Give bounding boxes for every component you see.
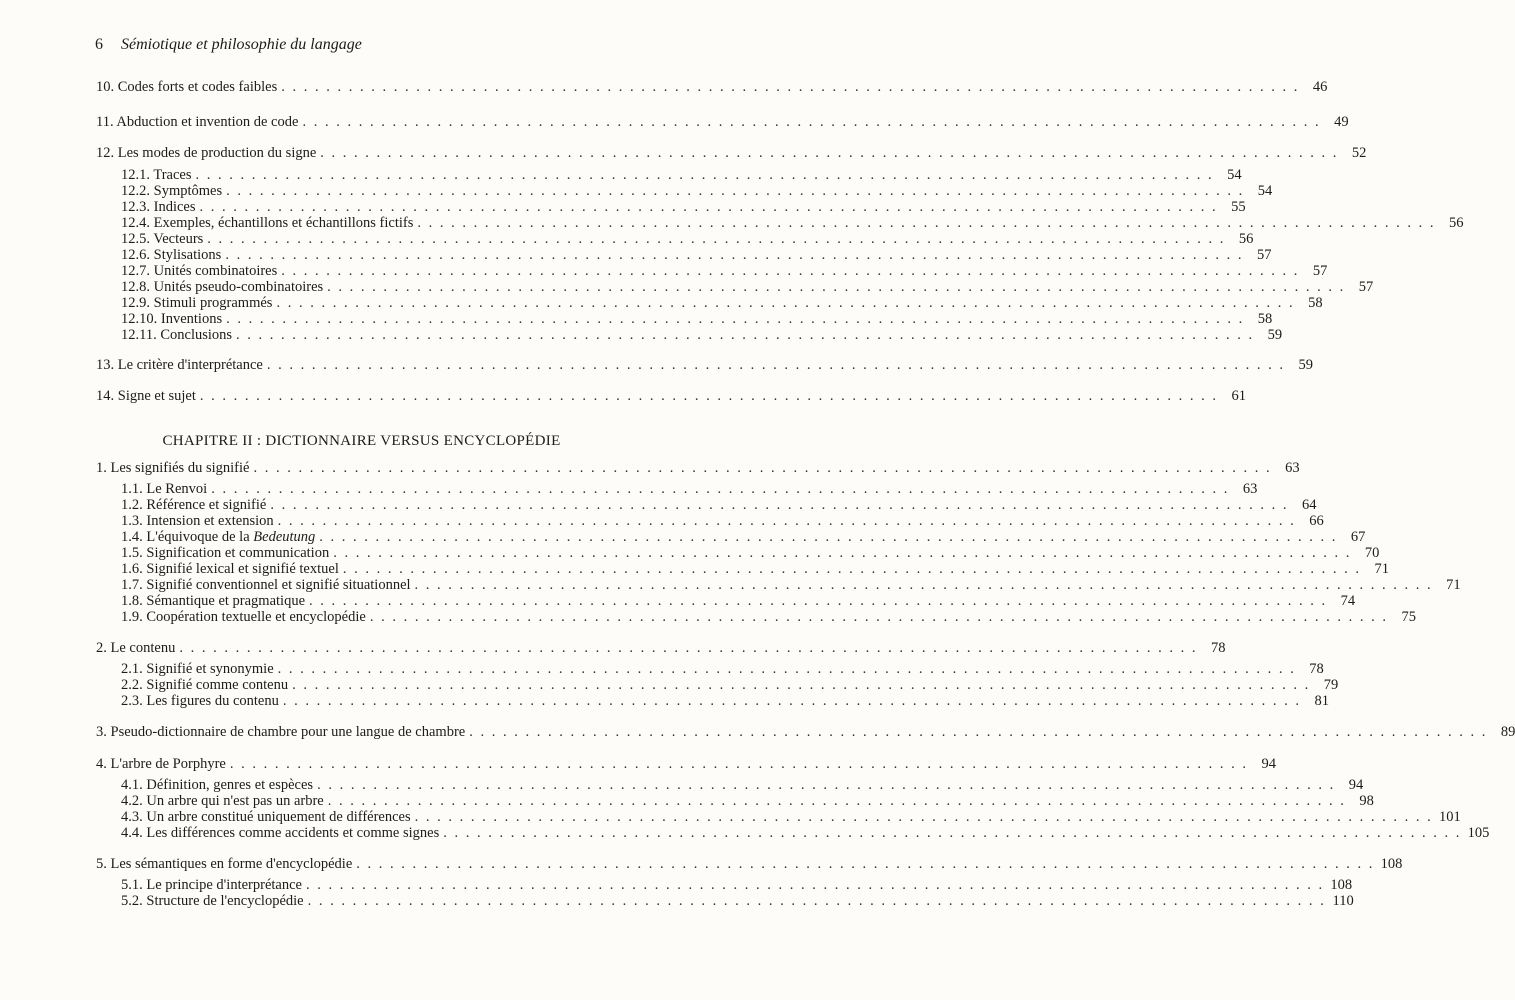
toc-subentry (121, 893, 1354, 913)
dot-leader: . . . . . . . . . . . . . . . . . . . . . . . . . . . . . . . . . . . . . . . . . . . . . . . . . . . . . . . . . . . . . . . . . . . . . . . . . . . . . . . . . . . . . . . . . . . (276, 295, 1295, 311)
chapter-heading: CHAPITRE II : DICTIONNAIRE VERSUS ENCYCLOPÉDIE (162, 433, 561, 449)
toc-page-number: 74 (1340, 593, 1356, 609)
toc-entry (96, 756, 1276, 776)
toc-entry-number: 10. (96, 79, 115, 95)
toc-page-number: 94 (1348, 777, 1364, 793)
dot-leader: . . . . . . . . . . . . . . . . . . . . . . . . . . . . . . . . . . . . . . . . . . . . . . . . . . . . . . . . . . . . . . . . . . . . . . . . . . . . . . . . . . . . . . . . . . . (309, 593, 1328, 609)
dot-leader: . . . . . . . . . . . . . . . . . . . . . . . . . . . . . . . . . . . . . . . . . . . . . . . . . . . . . . . . . . . . . . . . . . . . . . . . . . . . . . . . . . . . . . . . . . . (226, 311, 1245, 327)
toc-page-number: 59 (1267, 327, 1283, 343)
toc-page-number: 78 (1210, 640, 1226, 656)
dot-leader: . . . . . . . . . . . . . . . . . . . . . . . . . . . . . . . . . . . . . . . . . . . . . . . . . . . . . . . . . . . . . . . . . . . . . . . . . . . . . . . . . . . . . . . . . . . (207, 231, 1226, 247)
dot-leader: . . . . . . . . . . . . . . . . . . . . . . . . . . . . . . . . . . . . . . . . . . . . . . . . . . . . . . . . . . . . . . . . . . . . . . . . . . . . . . . . . . . . . . . . . . . (417, 215, 1436, 231)
toc-entry-title: Les figures du contenu (146, 693, 279, 709)
dot-leader: . . . . . . . . . . . . . . . . . . . . . . . . . . . . . . . . . . . . . . . . . . . . . . . . . . . . . . . . . . . . . . . . . . . . . . . . . . . . . . . . . . . . . . . . . . . (320, 145, 1339, 161)
toc-entry-label (121, 877, 302, 894)
toc-entry-title: Pseudo-dictionnaire de chambre pour une langue de chambre (110, 724, 466, 740)
toc-entry-number: 1.2. (121, 497, 143, 513)
dot-leader: . . . . . . . . . . . . . . . . . . . . . . . . . . . . . . . . . . . . . . . . . . . . . . . . . . . . . . . . . . . . . . . . . . . . . . . . . . . . . . . . . . . . . . . . . . . (281, 79, 1300, 95)
toc-entry-number: 1.5. (121, 545, 143, 561)
toc-entry-number: 12.8. (121, 279, 150, 295)
toc-entry-title: Symptômes (153, 183, 223, 199)
toc-entry-title: Les modes de production du signe (117, 145, 317, 161)
dot-leader: . . . . . . . . . . . . . . . . . . . . . . . . . . . . . . . . . . . . . . . . . . . . . . . . . . . . . . . . . . . . . . . . . . . . . . . . . . . . . . . . . . . . . . . . . . . (211, 481, 1230, 497)
dot-leader: . . . . . . . . . . . . . . . . . . . . . . . . . . . . . . . . . . . . . . . . . . . . . . . . . . . . . . . . . . . . . . . . . . . . . . . . . . . . . . . . . . . . . . . . . . . (266, 357, 1285, 373)
toc-entry-label (121, 793, 324, 810)
dot-leader: . . . . . . . . . . . . . . . . . . . . . . . . . . . . . . . . . . . . . . . . . . . . . . . . . . . . . . . . . . . . . . . . . . . . . . . . . . . . . . . . . . . . . . . . . . . (369, 609, 1388, 625)
toc-entry-number: 1.4. (121, 529, 143, 545)
toc-entry-number: 4. (96, 756, 107, 772)
toc-entry-label (96, 756, 226, 773)
toc-entry (96, 640, 1226, 660)
toc-entry-label (121, 561, 339, 578)
toc-page-number: 49 (1334, 114, 1349, 130)
toc-entry-number: 4.3. (121, 809, 143, 825)
toc-entry-number: 12.4. (121, 215, 150, 231)
toc-subentry (121, 327, 1283, 347)
toc-entry-title: Signification et communication (146, 545, 330, 561)
toc-entry-title: Indices (153, 199, 196, 215)
toc-entry-number: 1. (96, 460, 107, 476)
dot-leader: . . . . . . . . . . . . . . . . . . . . . . . . . . . . . . . . . . . . . . . . . . . . . . . . . . . . . . . . . . . . . . . . . . . . . . . . . . . . . . . . . . . . . . . . . . . (333, 545, 1352, 561)
toc-entry (96, 460, 1300, 480)
dot-leader: . . . . . . . . . . . . . . . . . . . . . . . . . . . . . . . . . . . . . . . . . . . . . . . . . . . . . . . . . . . . . . . . . . . . . . . . . . . . . . . . . . . . . . . . . . . (443, 825, 1462, 841)
dot-leader: . . . . . . . . . . . . . . . . . . . . . . . . . . . . . . . . . . . . . . . . . . . . . . . . . . . . . . . . . . . . . . . . . . . . . . . . . . . . . . . . . . . . . . . . . . . (292, 677, 1311, 693)
toc-entry-title: Les signifiés du signifié (110, 460, 250, 476)
toc-page-number: 58 (1257, 311, 1273, 327)
toc-entry-number: 2. (96, 640, 107, 656)
toc-entry-label (121, 893, 304, 910)
toc-entry-number: 2.2. (121, 677, 143, 693)
toc-page-number: 71 (1374, 561, 1389, 577)
toc-entry-title: Signifié lexical et signifié textuel (146, 561, 339, 577)
toc-entry-label (121, 199, 196, 216)
dot-leader: . . . . . . . . . . . . . . . . . . . . . . . . . . . . . . . . . . . . . . . . . . . . . . . . . . . . . . . . . . . . . . . . . . . . . . . . . . . . . . . . . . . . . . . . . . . (414, 577, 1433, 593)
toc-entry-number: 4.2. (121, 793, 143, 809)
toc-entry-title: Stimuli programmés (153, 295, 273, 311)
toc-entry-title: Vecteurs (153, 231, 204, 247)
toc-page-number: 71 (1446, 577, 1461, 593)
toc-entry-title: Signe et sujet (117, 388, 196, 404)
running-head (95, 36, 362, 54)
toc-entry-label (121, 693, 279, 710)
dot-leader: . . . . . . . . . . . . . . . . . . . . . . . . . . . . . . . . . . . . . . . . . . . . . . . . . . . . . . . . . . . . . . . . . . . . . . . . . . . . . . . . . . . . . . . . . . . (282, 693, 1301, 709)
toc-entry-title: Exemples, échantillons et échantillons fictifs (153, 215, 414, 231)
toc-entry-number: 14. (96, 388, 115, 404)
toc-entry-title: Traces (153, 167, 192, 183)
toc-entry-number: 2.3. (121, 693, 143, 709)
toc-entry-label (121, 593, 305, 610)
toc-entry-title: Conclusions (160, 327, 233, 343)
toc-entry-label (121, 545, 329, 562)
toc-subentry (121, 825, 1490, 845)
toc-entry-number: 5.2. (121, 893, 143, 909)
toc-entry-title: Signifié conventionnel et signifié situationnel (146, 577, 411, 593)
toc-entry-label (121, 529, 315, 546)
toc-entry-number: 12. (96, 145, 115, 161)
toc-page-number: 57 (1358, 279, 1374, 295)
toc-entry-title: L'arbre de Porphyre (110, 756, 226, 772)
toc-entry-label (96, 388, 196, 405)
toc-entry-number: 12.3. (121, 199, 150, 215)
toc-entry-label (121, 777, 313, 794)
toc-entry-title: Signifié et synonymie (146, 661, 274, 677)
toc-entry-label (96, 460, 249, 477)
toc-entry-number: 12.7. (121, 263, 150, 279)
running-title: Sémiotique et philosophie du langage (121, 36, 362, 53)
toc-entry-title: Référence et signifié (146, 497, 267, 513)
toc-page-number: 108 (1380, 856, 1403, 872)
toc-entry-title: Unités combinatoires (153, 263, 278, 279)
dot-leader: . . . . . . . . . . . . . . . . . . . . . . . . . . . . . . . . . . . . . . . . . . . . . . . . . . . . . . . . . . . . . . . . . . . . . . . . . . . . . . . . . . . . . . . . . . . (302, 114, 1321, 130)
toc-entry-number: 2.1. (121, 661, 143, 677)
dot-leader: . . . . . . . . . . . . . . . . . . . . . . . . . . . . . . . . . . . . . . . . . . . . . . . . . . . . . . . . . . . . . . . . . . . . . . . . . . . . . . . . . . . . . . . . . . . (319, 529, 1338, 545)
toc-entry-number: 3. (96, 724, 107, 740)
toc-entry-number: 11. (96, 114, 114, 130)
dot-leader: . . . . . . . . . . . . . . . . . . . . . . . . . . . . . . . . . . . . . . . . . . . . . . . . . . . . . . . . . . . . . . . . . . . . . . . . . . . . . . . . . . . . . . . . . . . (225, 247, 1244, 263)
toc-entry-number: 1.1. (121, 481, 143, 497)
toc-subentry (121, 609, 1416, 629)
toc-entry-title: Structure de l'encyclopédie (146, 893, 304, 909)
dot-leader: . . . . . . . . . . . . . . . . . . . . . . . . . . . . . . . . . . . . . . . . . . . . . . . . . . . . . . . . . . . . . . . . . . . . . . . . . . . . . . . . . . . . . . . . . . . (195, 167, 1214, 183)
dot-leader: . . . . . . . . . . . . . . . . . . . . . . . . . . . . . . . . . . . . . . . . . . . . . . . . . . . . . . . . . . . . . . . . . . . . . . . . . . . . . . . . . . . . . . . . . . . (281, 263, 1300, 279)
toc-page-number: 54 (1227, 167, 1242, 183)
dot-leader: . . . . . . . . . . . . . . . . . . . . . . . . . . . . . . . . . . . . . . . . . . . . . . . . . . . . . . . . . . . . . . . . . . . . . . . . . . . . . . . . . . . . . . . . . . . (469, 724, 1488, 740)
toc-entry-label (96, 79, 277, 96)
toc-page-number: 94 (1261, 756, 1276, 772)
toc-entry-number: 5. (96, 856, 107, 872)
toc-entry-number: 12.9. (121, 295, 150, 311)
dot-leader: . . . . . . . . . . . . . . . . . . . . . . . . . . . . . . . . . . . . . . . . . . . . . . . . . . . . . . . . . . . . . . . . . . . . . . . . . . . . . . . . . . . . . . . . . . . (229, 756, 1248, 772)
toc-entry-number: 5.1. (121, 877, 143, 893)
toc-page-number: 67 (1350, 529, 1366, 545)
dot-leader: . . . . . . . . . . . . . . . . . . . . . . . . . . . . . . . . . . . . . . . . . . . . . . . . . . . . . . . . . . . . . . . . . . . . . . . . . . . . . . . . . . . . . . . . . . . (270, 497, 1289, 513)
toc-entry (96, 388, 1247, 408)
toc-entry-number: 1.3. (121, 513, 143, 529)
toc-entry-label (121, 247, 221, 264)
toc-page-number: 63 (1285, 460, 1300, 476)
toc-entry-title: Les différences comme accidents et comme signes (146, 825, 440, 841)
dot-leader: . . . . . . . . . . . . . . . . . . . . . . . . . . . . . . . . . . . . . . . . . . . . . . . . . . . . . . . . . . . . . . . . . . . . . . . . . . . . . . . . . . . . . . . . . . . (179, 640, 1198, 656)
toc-entry (96, 856, 1403, 876)
toc-entry (96, 357, 1313, 377)
toc-page-number: 64 (1301, 497, 1317, 513)
toc-entry-label (96, 724, 465, 741)
toc-page-number: 46 (1312, 79, 1328, 95)
toc-page-number: 75 (1401, 609, 1416, 625)
toc-entry-title: Sémantique et pragmatique (146, 593, 306, 609)
toc-entry-label (121, 295, 272, 312)
toc-entry-number: 4.1. (121, 777, 143, 793)
toc-page-number: 110 (1332, 893, 1354, 909)
toc-entry-label (121, 825, 439, 842)
dot-leader: . . . . . . . . . . . . . . . . . . . . . . . . . . . . . . . . . . . . . . . . . . . . . . . . . . . . . . . . . . . . . . . . . . . . . . . . . . . . . . . . . . . . . . . . . . . (236, 327, 1255, 343)
toc-entry-title: Le principe d'interprétance (146, 877, 302, 893)
dot-leader: . . . . . . . . . . . . . . . . . . . . . . . . . . . . . . . . . . . . . . . . . . . . . . . . . . . . . . . . . . . . . . . . . . . . . . . . . . . . . . . . . . . . . . . . . . . (327, 793, 1346, 809)
dot-leader: . . . . . . . . . . . . . . . . . . . . . . . . . . . . . . . . . . . . . . . . . . . . . . . . . . . . . . . . . . . . . . . . . . . . . . . . . . . . . . . . . . . . . . . . . . . (414, 809, 1433, 825)
toc-entry-title: Signifié comme contenu (146, 677, 289, 693)
toc-entry-title: L'équivoque de la (146, 529, 250, 545)
toc-entry-number: 12.2. (121, 183, 150, 199)
toc-page-number: 58 (1308, 295, 1323, 311)
toc-entry-title: Définition, genres et espèces (146, 777, 314, 793)
toc-entry-title: Le Renvoi (146, 481, 208, 497)
toc-entry-number: 12.11. (121, 327, 157, 343)
toc-entry-title-italic: Bedeutung (253, 529, 316, 545)
toc-page-number: 61 (1231, 388, 1247, 404)
toc-entry-number: 12.5. (121, 231, 150, 247)
toc-entry-label (121, 311, 222, 328)
toc-entry-title: Inventions (160, 311, 223, 327)
toc-entry-number: 1.8. (121, 593, 143, 609)
toc-entry (96, 79, 1328, 99)
toc-page-number: 70 (1364, 545, 1380, 561)
toc-subentry (121, 693, 1329, 713)
toc-entry-label (121, 809, 411, 826)
toc-entry-title: Un arbre qui n'est pas un arbre (146, 793, 324, 809)
toc-entry-label (121, 183, 222, 200)
toc-page-number: 108 (1330, 877, 1353, 893)
toc-entry (96, 114, 1349, 134)
dot-leader: . . . . . . . . . . . . . . . . . . . . . . . . . . . . . . . . . . . . . . . . . . . . . . . . . . . . . . . . . . . . . . . . . . . . . . . . . . . . . . . . . . . . . . . . . . . (226, 183, 1245, 199)
toc-entry-title: Codes forts et codes faibles (117, 79, 278, 95)
toc-page-number: 79 (1323, 677, 1339, 693)
dot-leader: . . . . . . . . . . . . . . . . . . . . . . . . . . . . . . . . . . . . . . . . . . . . . . . . . . . . . . . . . . . . . . . . . . . . . . . . . . . . . . . . . . . . . . . . . . . (277, 513, 1296, 529)
toc-entry-label (96, 640, 175, 657)
toc-entry (96, 724, 1515, 744)
toc-entry-label (96, 145, 316, 162)
toc-entry-title: Unités pseudo-combinatoires (153, 279, 324, 295)
toc-page-number: 66 (1309, 513, 1324, 529)
toc-entry-label (96, 357, 263, 374)
toc-page-number: 89 (1500, 724, 1515, 740)
dot-leader: . . . . . . . . . . . . . . . . . . . . . . . . . . . . . . . . . . . . . . . . . . . . . . . . . . . . . . . . . . . . . . . . . . . . . . . . . . . . . . . . . . . . . . . . . . . (356, 856, 1375, 872)
dot-leader: . . . . . . . . . . . . . . . . . . . . . . . . . . . . . . . . . . . . . . . . . . . . . . . . . . . . . . . . . . . . . . . . . . . . . . . . . . . . . . . . . . . . . . . . . . . (199, 388, 1219, 404)
dot-leader: . . . . . . . . . . . . . . . . . . . . . . . . . . . . . . . . . . . . . . . . . . . . . . . . . . . . . . . . . . . . . . . . . . . . . . . . . . . . . . . . . . . . . . . . . . . (317, 777, 1336, 793)
toc-page-number: 55 (1231, 199, 1246, 215)
toc-entry-number: 12.6. (121, 247, 150, 263)
toc-entry-title: Coopération textuelle et encyclopédie (146, 609, 366, 625)
toc-page-number: 52 (1351, 145, 1367, 161)
dot-leader: . . . . . . . . . . . . . . . . . . . . . . . . . . . . . . . . . . . . . . . . . . . . . . . . . . . . . . . . . . . . . . . . . . . . . . . . . . . . . . . . . . . . . . . . . . . (305, 877, 1325, 893)
toc-page-number: 101 (1439, 809, 1461, 825)
toc-entry-title: Le critère d'interprétance (117, 357, 263, 373)
toc-entry-title: Les sémantiques en forme d'encyclopédie (110, 856, 353, 872)
toc-entry-title: Un arbre constitué uniquement de différences (146, 809, 411, 825)
toc-entry-number: 12.10. (121, 311, 158, 327)
toc-page-number: 98 (1359, 793, 1374, 809)
toc-entry-label (121, 279, 323, 296)
toc-entry-number: 1.9. (121, 609, 143, 625)
toc-page-number: 54 (1257, 183, 1273, 199)
toc-page-number: 56 (1238, 231, 1254, 247)
toc-entry-label (121, 167, 192, 184)
dot-leader: . . . . . . . . . . . . . . . . . . . . . . . . . . . . . . . . . . . . . . . . . . . . . . . . . . . . . . . . . . . . . . . . . . . . . . . . . . . . . . . . . . . . . . . . . . . (277, 661, 1296, 677)
page-number: 6 (95, 36, 103, 53)
toc-entry-label (121, 497, 266, 514)
toc-page-number: 81 (1314, 693, 1329, 709)
toc-entry-number: 1.7. (121, 577, 143, 593)
dot-leader: . . . . . . . . . . . . . . . . . . . . . . . . . . . . . . . . . . . . . . . . . . . . . . . . . . . . . . . . . . . . . . . . . . . . . . . . . . . . . . . . . . . . . . . . . . . (307, 893, 1326, 909)
toc-entry (96, 145, 1367, 165)
toc-entry-title: Intension et extension (146, 513, 274, 529)
toc-page-number: 57 (1256, 247, 1272, 263)
dot-leader: . . . . . . . . . . . . . . . . . . . . . . . . . . . . . . . . . . . . . . . . . . . . . . . . . . . . . . . . . . . . . . . . . . . . . . . . . . . . . . . . . . . . . . . . . . . (327, 279, 1346, 295)
toc-page-number: 78 (1309, 661, 1324, 677)
toc-entry-title: Le contenu (110, 640, 176, 656)
toc-entry-label (121, 609, 366, 626)
toc-entry-label (121, 513, 274, 530)
toc-entry-label (121, 231, 203, 248)
toc-entry-number: 4.4. (121, 825, 143, 841)
toc-page-number: 63 (1242, 481, 1258, 497)
toc-entry-label (121, 577, 411, 594)
toc-entry-number: 1.6. (121, 561, 143, 577)
toc-page-number: 59 (1298, 357, 1313, 373)
dot-leader: . . . . . . . . . . . . . . . . . . . . . . . . . . . . . . . . . . . . . . . . . . . . . . . . . . . . . . . . . . . . . . . . . . . . . . . . . . . . . . . . . . . . . . . . . . . (253, 460, 1272, 476)
toc-entry-label (121, 677, 288, 694)
dot-leader: . . . . . . . . . . . . . . . . . . . . . . . . . . . . . . . . . . . . . . . . . . . . . . . . . . . . . . . . . . . . . . . . . . . . . . . . . . . . . . . . . . . . . . . . . . . (199, 199, 1218, 215)
toc-page-number: 57 (1312, 263, 1328, 279)
dot-leader: . . . . . . . . . . . . . . . . . . . . . . . . . . . . . . . . . . . . . . . . . . . . . . . . . . . . . . . . . . . . . . . . . . . . . . . . . . . . . . . . . . . . . . . . . . . (342, 561, 1361, 577)
toc-page-number: 105 (1467, 825, 1490, 841)
toc-entry-title: Abduction et invention de code (116, 114, 299, 130)
toc-entry-label (121, 327, 232, 344)
toc-entry-label (121, 481, 207, 498)
toc-entry-label (121, 263, 277, 280)
toc-entry-label (121, 215, 413, 232)
toc-entry-label (96, 114, 298, 131)
toc-entry-number: 13. (96, 357, 115, 373)
toc-page-number: 56 (1448, 215, 1464, 231)
toc-entry-title: Stylisations (153, 247, 222, 263)
toc-entry-label (96, 856, 352, 873)
toc-entry-number: 12.1. (121, 167, 150, 183)
toc-entry-label (121, 661, 274, 678)
